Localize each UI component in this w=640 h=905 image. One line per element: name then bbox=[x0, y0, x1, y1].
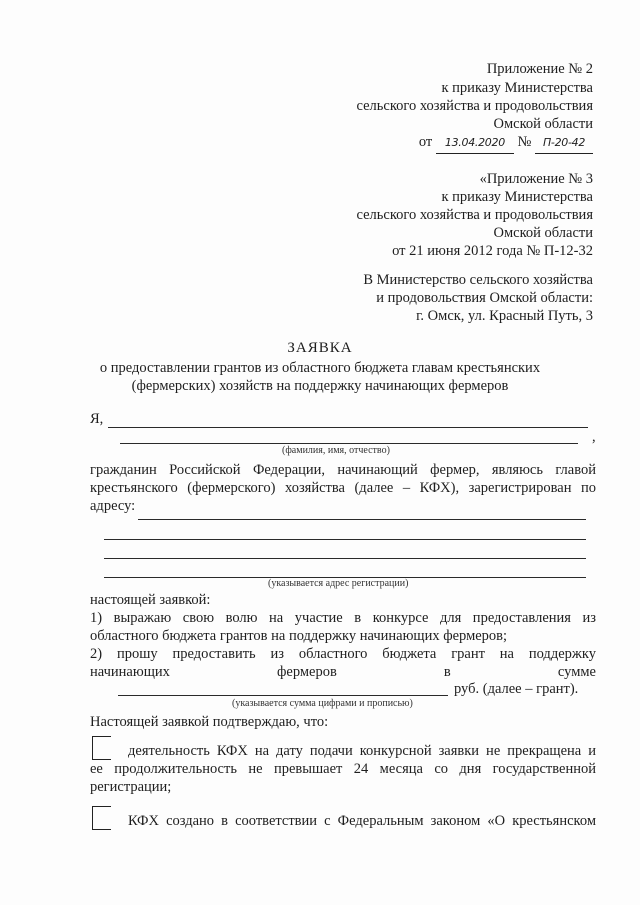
fio-line-2[interactable] bbox=[120, 443, 578, 444]
application-subtitle-line2: (фермерских) хозяйств на поддержку начинающих фермеров bbox=[131, 378, 509, 394]
para1-line2: крестьянского (фермерского) хозяйства (далее – КФХ), зарегистрирован по bbox=[90, 480, 596, 496]
i-label: Я, bbox=[90, 411, 104, 427]
confirm-heading: Настоящей заявкой подтверждаю, что: bbox=[90, 714, 329, 730]
checkbox-kfh-created-by-law[interactable] bbox=[92, 806, 111, 830]
fio-caption: (фамилия, имя, отчество) bbox=[282, 445, 390, 456]
item1-line1: 1) выражаю свою волю на участие в конкурсе для предоставления из bbox=[90, 610, 596, 626]
para1-line1: гражданин Российской Федерации, начинающий фермер, являюсь главой bbox=[90, 462, 596, 478]
annex3-line2: сельского хозяйства и продовольствия bbox=[356, 207, 593, 223]
check1-line2: ее продолжительность не превышает 24 месяца со дня государственной bbox=[90, 761, 596, 777]
by-this-application: настоящей заявкой: bbox=[90, 592, 211, 608]
item2-line2: начинающих фермеров в сумме bbox=[90, 664, 596, 680]
annex2-line2: сельского хозяйства и продовольствия bbox=[356, 98, 593, 114]
annex3-line3: Омской области bbox=[493, 225, 593, 241]
check1-line3: регистрации; bbox=[90, 779, 172, 795]
addressee-line2: и продовольствия Омской области: bbox=[376, 290, 593, 306]
check1-line1: деятельность КФХ на дату подачи конкурсной заявки не прекращена и bbox=[128, 743, 596, 759]
annex3-title: «Приложение № 3 bbox=[479, 171, 593, 187]
address-caption: (указывается адрес регистрации) bbox=[268, 578, 409, 589]
annex2-date-line bbox=[419, 133, 593, 154]
grant-sum-line[interactable] bbox=[118, 695, 448, 696]
address-line-2[interactable] bbox=[104, 539, 586, 540]
annex2-title: Приложение № 2 bbox=[486, 61, 593, 77]
application-subtitle-line1: о предоставлении грантов из областного бюджета главам крестьянских bbox=[99, 360, 541, 376]
check2-line1: КФХ создано в соответствии с Федеральным законом «О крестьянском bbox=[128, 813, 596, 829]
rub-text: руб. (далее – грант). bbox=[454, 681, 579, 697]
item1-line2: областного бюджета грантов на поддержку начинающих фермеров; bbox=[90, 628, 508, 644]
sum-caption: (указывается сумма цифрами и прописью) bbox=[232, 698, 413, 709]
para1-line3: адресу: bbox=[90, 498, 136, 514]
annex2-line1: к приказу Министерства bbox=[441, 80, 593, 96]
annex2-date-handwritten: 13.04.2020 bbox=[436, 134, 514, 154]
annex2-date-prefix: от bbox=[418, 134, 433, 150]
annex3-line4: от 21 июня 2012 года № П-12-32 bbox=[392, 243, 593, 259]
application-title: ЗАЯВКА bbox=[287, 340, 353, 356]
checkbox-activity-not-terminated[interactable] bbox=[92, 736, 111, 760]
item2-line1: 2) прошу предоставить из областного бюджета грант на поддержку bbox=[90, 646, 596, 662]
annex3-line1: к приказу Министерства bbox=[441, 189, 593, 205]
fio-line-1[interactable] bbox=[108, 427, 588, 428]
address-line-1[interactable] bbox=[138, 519, 586, 520]
fio-comma: , bbox=[592, 429, 596, 445]
addressee-line3: г. Омск, ул. Красный Путь, 3 bbox=[416, 308, 593, 324]
address-line-3[interactable] bbox=[104, 558, 586, 559]
annex2-line3: Омской области bbox=[493, 116, 593, 132]
annex2-number-handwritten: П-20-42 bbox=[535, 134, 593, 154]
addressee-line1: В Министерство сельского хозяйства bbox=[363, 272, 593, 288]
annex2-number-prefix: № bbox=[517, 134, 532, 150]
